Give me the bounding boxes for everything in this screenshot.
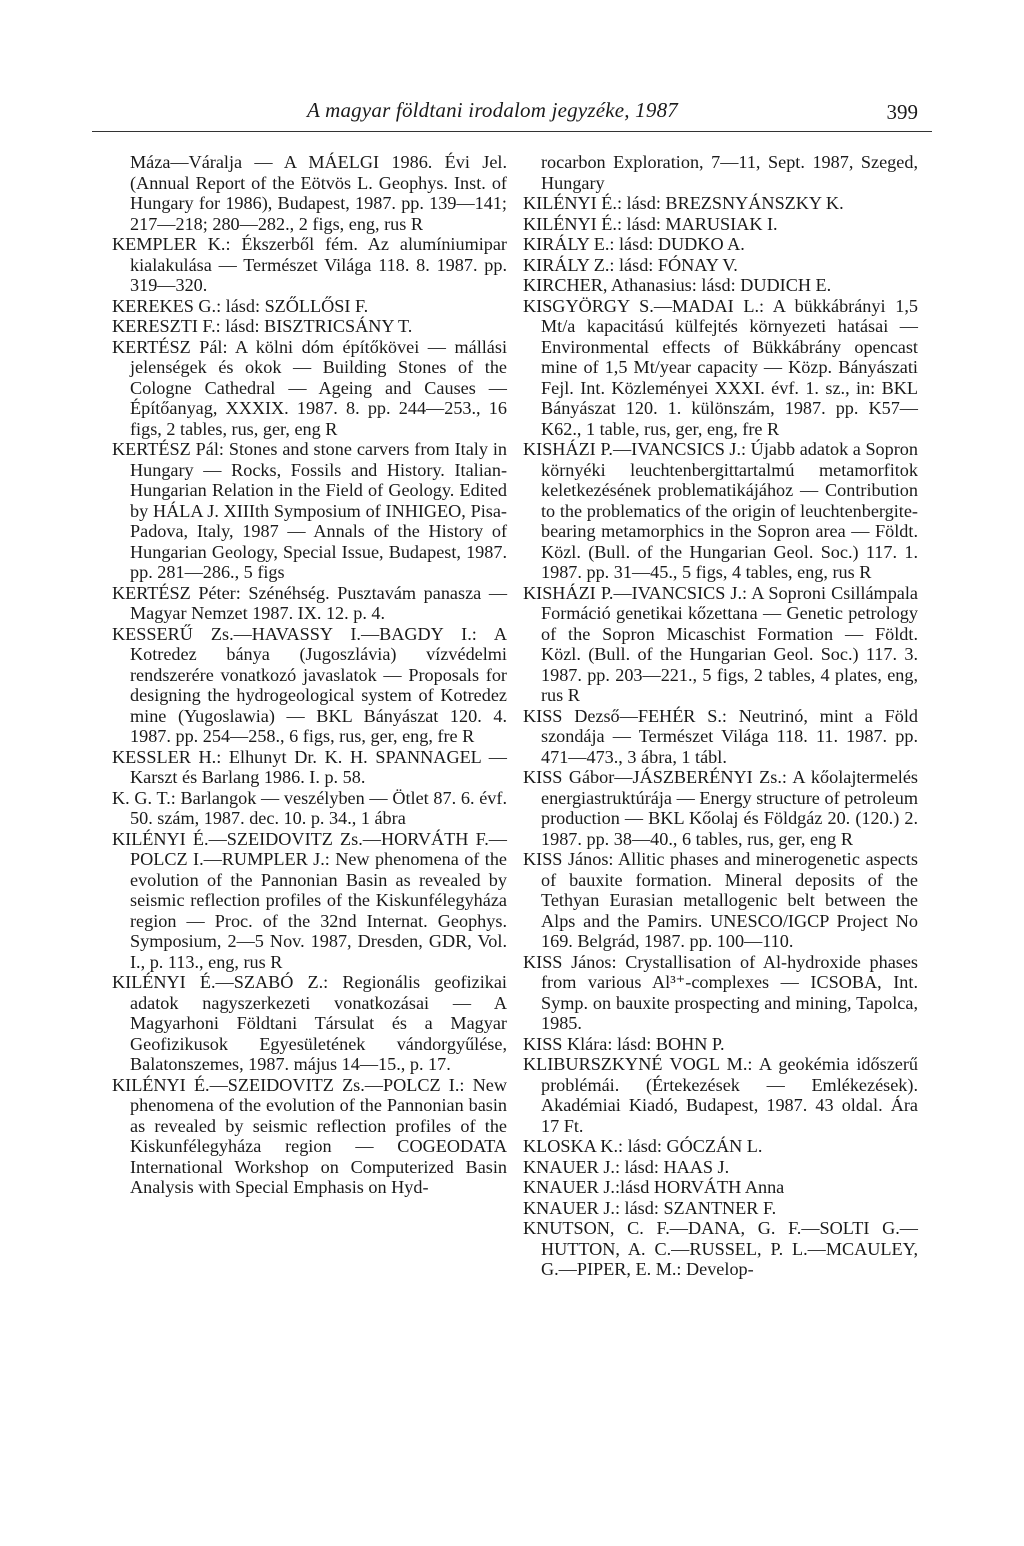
bib-entry: KILÉNYI É.: lásd: MARUSIAK I. — [523, 213, 778, 234]
bib-entry: KLIBURSZKYNÉ VOGL M.: A geokémia időszerű problémái. (Értekezések — Emlékezések). Akadémiai Kiadó, Budapest, 1987. 43 oldal. Ára 17 Ft. — [523, 1054, 918, 1136]
bib-entry: KERTÉSZ Pál: Stones and stone carvers from Italy in Hungary — Rocks, Fossils and History. Italian-Hungarian Relation in the Field of Geology. Edited by HÁLA J. XIIIth Symposium of INHIGEO, Pisa-Padova, Italy, 1987 — Annals of the History of Hungarian Geology, Special Issue, Budapest, 1987. pp. 281—286., 5 figs — [112, 439, 507, 582]
page-number: 399 — [886, 100, 918, 124]
bib-entry: KISS János: Allitic phases and minerogenetic aspects of bauxite formation. Mineral deposits of the Tethyan Eurasian metallogenic belt between the Alps and the Pamirs. UNESCO/IGCP Project No 169. Belgrád, 1987. pp. 100—110. — [523, 849, 918, 951]
left-column — [112, 152, 507, 1198]
running-title: A magyar földtani irodalom jegyzéke, 1987 — [307, 98, 678, 122]
bib-entry: KNAUER J.: lásd: SZANTNER F. — [523, 1197, 777, 1218]
bib-entry: KISGYÖRGY S.—MADAI L.: A bükkábrányi 1,5 Mt/a kapacitású külfejtés környezeti hatásai — Environmental effects of Bükkábrány opencast mine of 1,5 Mt/year capacity — Közp. Bányászati Fejl. Int. Közleményei XXXI. évf. 1. sz., in: BKL Bányászat 120. 1. különszám, 1987. pp. K57—K62., 1 table, rus, ger, eng, fre R — [523, 295, 918, 439]
bib-entry: KILÉNYI É.—SZABÓ Z.: Regionális geofizikai adatok nagyszerkezeti vonatkozásai — A Magyarhoni Földtani Társulat és a Magyar Geofizikusok Egyesületének vándorgyűlése, Balatonszemes, 1987. május 14—15., p. 17. — [112, 972, 507, 1074]
bib-entry: KERTÉSZ Péter: Szénéhség. Pusztavám panasza — Magyar Nemzet 1987. IX. 12. p. 4. — [112, 582, 507, 623]
bib-entry: KISS Dezső—FEHÉR S.: Neutrinó, mint a Föld szondája — Természet Világa 118. 11. 1987. pp. 471—473., 3 ábra, 1 tábl. — [523, 705, 918, 767]
right-column — [523, 152, 918, 1280]
bib-entry: KILÉNYI É.: lásd: BREZSNYÁNSZKY K. — [523, 193, 844, 213]
bib-entry: KERESZTI F.: lásd: BISZTRICSÁNY T. — [112, 316, 413, 336]
bib-entry: KEREKES G.: lásd: SZŐLLŐSI F. — [112, 295, 369, 316]
bib-entry: KISS János: Crystallisation of Al-hydroxide phases from various Al³⁺-complexes — ICSOBA, Int. Symp. on bauxite prospecting and mining, Tapolca, 1985. — [523, 951, 918, 1033]
bib-entry: K. G. T.: Barlangok — veszélyben — Ötlet 87. 6. évf. 50. szám, 1987. dec. 10. p. 34., 1 ábra — [112, 787, 507, 828]
bib-entry: KEMPLER K.: Ékszerből fém. Az alumíniumipar kialakulása — Természet Világa 118. 8. 1987. pp. 319—320. — [112, 234, 507, 295]
bib-entry: KISHÁZI P.—IVANCSICS J.: A Soproni Csillámpala Formáció genetikai kőzettana — Genetic petrology of the Sopron Micaschist Formation — Földt. Közl. (Bull. of the Hungarian Geol. Soc.) 117. 3. 1987. pp. 203—221., 5 figs, 2 tables, 4 plates, eng, rus R — [523, 582, 918, 705]
bib-entry: KESSERŰ Zs.—HAVASSY I.—BAGDY I.: A Kotredez bánya (Jugoszlávia) vízvédelmi rendszerére vonatkozó javaslatok — Proposals for designing the hydrogeological system of Kotredez mine (Yugoslawia) — BKL Bányászat 120. 4. 1987. pp. 254—258., 6 figs, rus, ger, eng, fre R — [112, 623, 507, 746]
header-rule — [92, 131, 932, 132]
bib-entry: KIRÁLY Z.: lásd: FÓNAY V. — [523, 254, 738, 275]
bib-entry: KNUTSON, C. F.—DANA, G. F.—SOLTI G.—HUTTON, A. C.—RUSSEL, P. L.—MCAULEY, G.—PIPER, E. M.: Develop- — [523, 1218, 918, 1279]
bib-entry: KNAUER J.:lásd HORVÁTH Anna — [523, 1177, 785, 1197]
bib-entry: KERTÉSZ Pál: A kölni dóm építőkövei — mállási jelenségek és okok — Building Stones of the Cologne Cathedral — Ageing and Causes — Építőanyag, XXXIX. 1987. 8. pp. 244—253., 16 figs, 2 tables, rus, ger, eng R — [112, 336, 507, 439]
bib-entry: KNAUER J.: lásd: HAAS J. — [523, 1156, 730, 1177]
bib-entry: KISHÁZI P.—IVANCSICS J.: Újabb adatok a Sopron környéki leuchtenbergittartalmú metamorfitok keletkezésének problematikájához — Contribution to the problematics of the origin of leuchtenbergite-bearing metamorphics in the Sopron area — Földt. Közl. (Bull. of the Hungarian Geol. Soc.) 117. 1. 1987. pp. 31—45., 5 figs, 4 tables, eng, rus R — [523, 439, 918, 582]
bib-entry: KILÉNYI É.—SZEIDOVITZ Zs.—POLCZ I.: New phenomena of the evolution of the Pannonian basin as revealed by seismic reflection profiles of the Kiskunfélegyháza region — COGEODATA International Workshop on Computerized Basin Analysis with Special Emphasis on Hyd- — [112, 1074, 507, 1197]
bib-entry: KISS Klára: lásd: BOHN P. — [523, 1033, 725, 1054]
running-header — [92, 96, 932, 128]
bib-entry: KISS Gábor—JÁSZBERÉNYI Zs.: A kőolajtermelés energiastruktúrája — Energy structure of petroleum production — BKL Kőolaj és Földgáz 20. (120.) 2. 1987. pp. 38—40., 6 tables, rus, ger, eng R — [523, 767, 918, 849]
bib-entry: rocarbon Exploration, 7—11, Sept. 1987, Szeged, Hungary — [541, 152, 918, 193]
bib-entry: KLOSKA K.: lásd: GÓCZÁN L. — [523, 1136, 763, 1156]
bib-entry: Máza—Váralja — A MÁELGI 1986. Évi Jel. (Annual Report of the Eötvös L. Geophys. Inst. of Hungary for 1986), Budapest, 1987. pp. 139—141; 217—218; 280—282., 2 figs, eng, rus R — [130, 152, 507, 234]
bib-entry: KIRÁLY E.: lásd: DUDKO A. — [523, 234, 745, 254]
bib-entry: KILÉNYI É.—SZEIDOVITZ Zs.—HORVÁTH F.—POLCZ I.—RUMPLER J.: New phenomena of the evolution of the Pannonian Basin as revealed by seismic reflection profiles of the Kiskunfélegyháza region — Proc. of the 32nd Internat. Geophys. Symposium, 2—5 Nov. 1987, Dresden, GDR, Vol. I., p. 113., eng, rus R — [112, 828, 507, 972]
bib-entry: KIRCHER, Athanasius: lásd: DUDICH E. — [523, 275, 832, 295]
bib-entry: KESSLER H.: Elhunyt Dr. K. H. SPANNAGEL — Karszt és Barlang 1986. I. p. 58. — [112, 746, 507, 787]
